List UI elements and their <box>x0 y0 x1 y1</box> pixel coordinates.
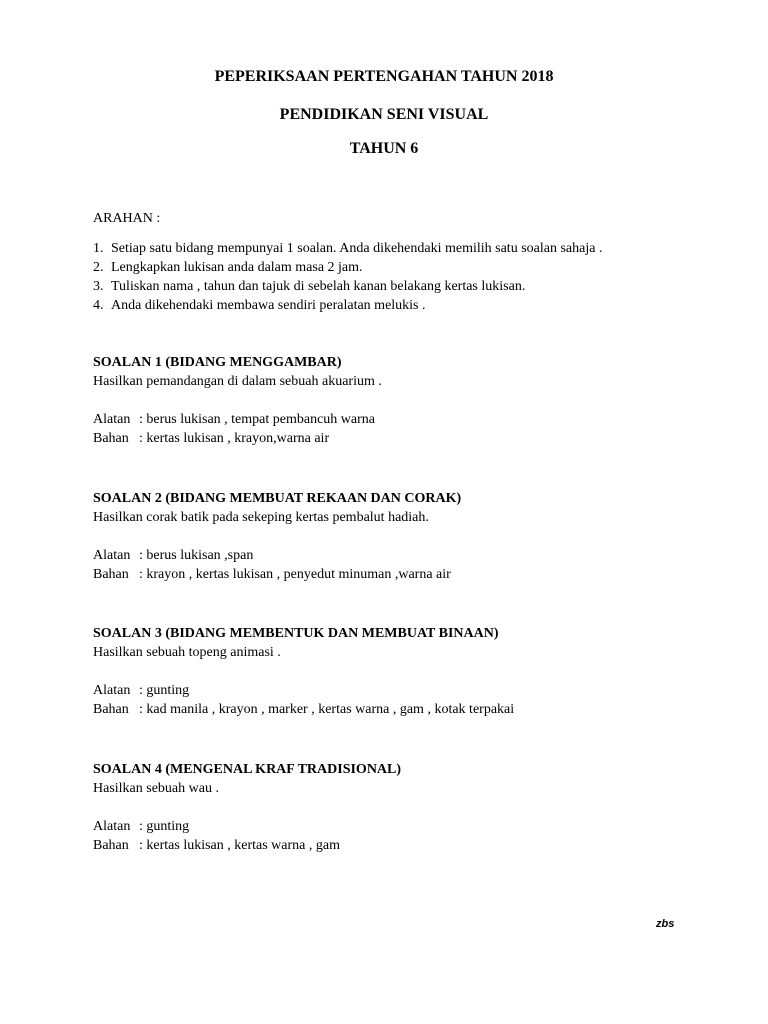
question-tools <box>93 410 382 429</box>
spacer <box>93 662 514 681</box>
materials-label: Bahan <box>93 431 129 446</box>
question-materials <box>93 836 401 855</box>
tools-label: Alatan <box>93 819 131 834</box>
question-materials <box>93 565 461 584</box>
question-tools <box>93 817 401 836</box>
materials-value: : kertas lukisan , krayon,warna air <box>139 431 330 446</box>
tools-value: : berus lukisan , tempat pembancuh warna <box>139 412 375 427</box>
materials-label: Bahan <box>93 838 129 853</box>
question-task: Hasilkan corak batik pada sekeping kertas pembalut hadiah. <box>93 510 429 525</box>
question-title: SOALAN 4 (MENGENAL KRAF TRADISIONAL) <box>93 762 402 777</box>
question-task: Hasilkan pemandangan di dalam sebuah akuarium . <box>93 374 382 389</box>
question-2 <box>93 489 461 584</box>
exam-title: PEPERIKSAAN PERTENGAHAN TAHUN 2018 <box>214 68 554 85</box>
question-materials <box>93 700 514 719</box>
materials-label: Bahan <box>93 567 129 582</box>
instruction-text: Lengkapkan lukisan anda dalam masa 2 jam. <box>111 260 363 275</box>
tools-label: Alatan <box>93 412 131 427</box>
instruction-text: Anda dikehendaki membawa sendiri peralatan melukis . <box>111 298 426 313</box>
instruction-number: 4. <box>93 298 104 313</box>
tools-value: : berus lukisan ,span <box>139 548 254 563</box>
instruction-item <box>93 296 602 315</box>
spacer <box>93 527 461 546</box>
question-title: SOALAN 2 (BIDANG MEMBUAT REKAAN DAN CORAK) <box>93 491 462 506</box>
question-4 <box>93 760 401 855</box>
question-title: SOALAN 3 (BIDANG MEMBENTUK DAN MEMBUAT BINAAN) <box>93 626 499 641</box>
question-3 <box>93 624 514 719</box>
instruction-text: Setiap satu bidang mempunyai 1 soalan. Anda dikehendaki memilih satu soalan sahaja . <box>111 241 603 256</box>
tools-value: : gunting <box>139 683 190 698</box>
question-1 <box>93 353 382 448</box>
instruction-number: 3. <box>93 279 104 294</box>
instruction-item <box>93 277 602 296</box>
materials-label: Bahan <box>93 702 129 717</box>
materials-value: : krayon , kertas lukisan , penyedut minuman ,warna air <box>139 567 451 582</box>
instruction-number: 1. <box>93 241 104 256</box>
spacer <box>93 391 382 410</box>
question-task: Hasilkan sebuah wau . <box>93 781 219 796</box>
question-task: Hasilkan sebuah topeng animasi . <box>93 645 281 660</box>
footer-initials: zbs <box>656 918 675 930</box>
tools-label: Alatan <box>93 683 131 698</box>
instructions-list <box>93 239 602 315</box>
instruction-text: Tuliskan nama , tahun dan tajuk di sebelah kanan belakang kertas lukisan. <box>111 279 526 294</box>
subject-title: PENDIDIKAN SENI VISUAL <box>279 106 489 123</box>
question-title: SOALAN 1 (BIDANG MENGGAMBAR) <box>93 355 342 370</box>
question-tools <box>93 546 461 565</box>
instruction-item <box>93 258 602 277</box>
instruction-number: 2. <box>93 260 104 275</box>
tools-value: : gunting <box>139 819 190 834</box>
year-title: TAHUN 6 <box>349 140 419 157</box>
materials-value: : kad manila , krayon , marker , kertas warna , gam , kotak terpakai <box>139 702 515 717</box>
question-materials <box>93 429 382 448</box>
spacer <box>93 798 401 817</box>
tools-label: Alatan <box>93 548 131 563</box>
instructions-label: ARAHAN : <box>93 211 161 226</box>
materials-value: : kertas lukisan , kertas warna , gam <box>139 838 340 853</box>
question-tools <box>93 681 514 700</box>
instruction-item <box>93 239 602 258</box>
